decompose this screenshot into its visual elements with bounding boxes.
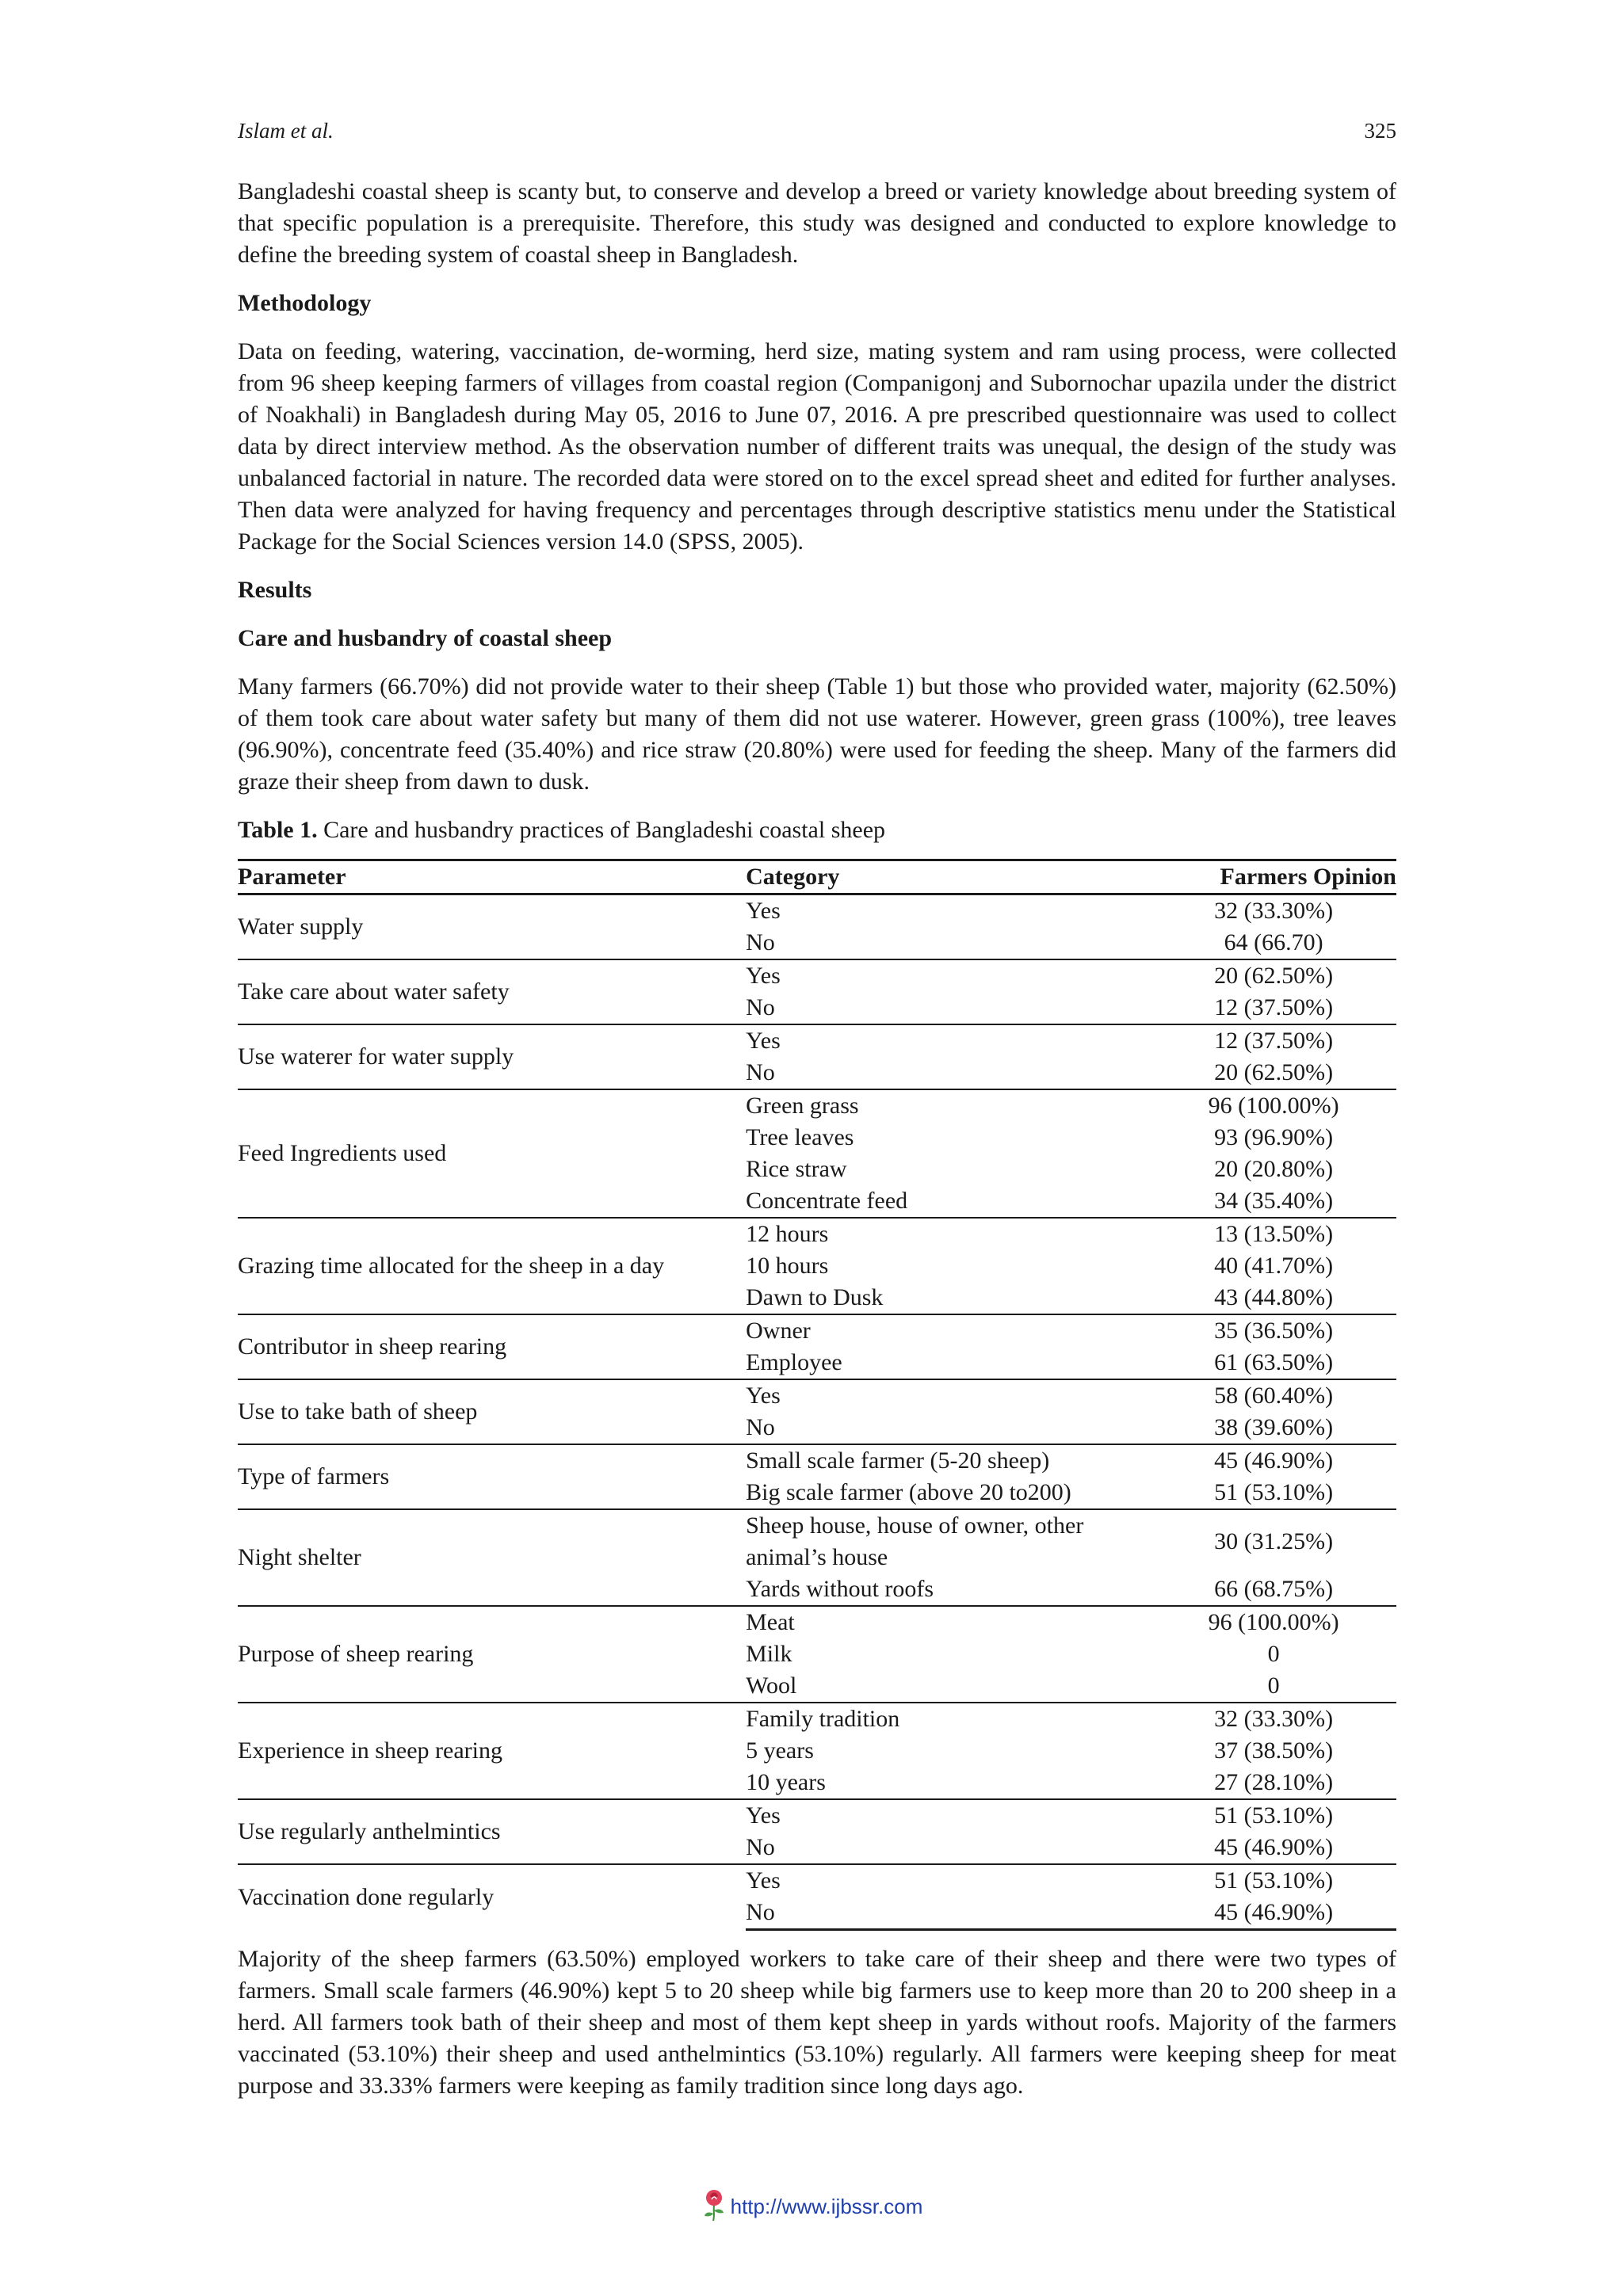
cell-category: Owner — [746, 1314, 1151, 1347]
cell-opinion: 61 (63.50%) — [1214, 1349, 1334, 1375]
table-row — [238, 1864, 1396, 1897]
closing-paragraph: Majority of the sheep farmers (63.50%) employed workers to take care of their sheep and there were two types of farmers. Small scale farmers (46.90%) kept 5 to 20 sheep while big farmers use to keep more than 20 to 200 sheep in a herd. All farmers took bath of their sheep and most of them kept sheep in yards without roofs. Majority of the farmers vaccinated (53.10%) their sheep and used anthelmintics (53.10%) regularly. All farmers were keeping sheep for meat purpose and 33.33% farmers were keeping as family tradition since long days ago. — [238, 1946, 1396, 2099]
cell-opinion: 51 (53.10%) — [1151, 1799, 1396, 1832]
cell-category: Family tradition — [746, 1703, 1151, 1735]
table-caption-label: Table 1. — [238, 817, 318, 843]
page-number: 325 — [1364, 119, 1396, 143]
cell-category: No — [746, 929, 775, 955]
cell-parameter: Vaccination done regularly — [238, 1864, 746, 1930]
table-row — [238, 1509, 1396, 1573]
results-subheading: Care and husbandry of coastal sheep — [238, 625, 613, 651]
cell-category: Yes — [746, 894, 1151, 928]
table-row — [238, 1024, 1396, 1057]
cell-opinion: 40 (41.70%) — [1214, 1253, 1334, 1279]
cell-category: Yes — [746, 1379, 1151, 1412]
cell-opinion: 20 (62.50%) — [1151, 959, 1396, 992]
cell-opinion: 35 (36.50%) — [1151, 1314, 1396, 1347]
cell-opinion: 45 (46.90%) — [1151, 1897, 1396, 1930]
cell-category: Concentrate feed — [746, 1188, 908, 1214]
cell-opinion: 20 (62.50%) — [1214, 1059, 1334, 1085]
cell-opinion: 38 (39.60%) — [1214, 1414, 1334, 1440]
cell-opinion: 30 (31.25%) — [1151, 1509, 1396, 1573]
cell-opinion: 45 (46.90%) — [1214, 1834, 1334, 1860]
cell-category: 10 years — [746, 1769, 826, 1795]
cell-category: Small scale farmer (5-20 sheep) — [746, 1444, 1151, 1477]
cell-category: Employee — [746, 1349, 842, 1375]
running-author: Islam et al. — [238, 119, 334, 143]
cell-opinion: 34 (35.40%) — [1214, 1188, 1334, 1214]
header-opinion: Farmers Opinion — [1151, 860, 1396, 894]
cell-parameter: Night shelter — [238, 1509, 746, 1606]
cell-opinion: 43 (44.80%) — [1214, 1284, 1334, 1310]
cell-opinion: 0 — [1267, 1672, 1280, 1699]
cell-parameter: Grazing time allocated for the sheep in a day — [238, 1218, 746, 1314]
cell-category: Big scale farmer (above 20 to200) — [746, 1479, 1071, 1505]
cell-category: Yes — [746, 1024, 1151, 1057]
cell-opinion: 64 (66.70) — [1224, 929, 1323, 955]
table-row — [238, 1606, 1396, 1638]
cell-parameter: Take care about water safety — [238, 959, 746, 1024]
cell-category: Tree leaves — [746, 1124, 854, 1150]
cell-opinion: 27 (28.10%) — [1214, 1769, 1334, 1795]
cell-category: 10 hours — [746, 1253, 829, 1279]
header-parameter: Parameter — [238, 860, 746, 894]
table-header-row — [238, 860, 1396, 894]
cell-parameter: Use waterer for water supply — [238, 1024, 746, 1089]
husbandry-table — [238, 859, 1396, 1931]
cell-opinion: 0 — [1267, 1641, 1280, 1667]
table-row — [238, 1703, 1396, 1735]
methodology-paragraph: Data on feeding, watering, vaccination, de-worming, herd size, mating system and ram using process, were collected from 96 sheep keeping farmers of villages from coastal region (Companigonj and Subornochar upazila under the district of Noakhali) in Bangladesh during May 05, 2016 to June 07, 2016. A pre prescribed questionnaire was used to collect data by direct interview method. As the observation number of different traits was unequal, the design of the study was unbalanced factorial in nature. The recorded data were stored on to the excel spread sheet and edited for further analyses. Then data were analyzed for having frequency and percentages through descriptive statistics menu under the Statistical Package for the Social Sciences version 14.0 (SPSS, 2005). — [238, 338, 1396, 555]
cell-opinion: 32 (33.30%) — [1151, 894, 1396, 928]
cell-category: Sheep house, house of owner, other animal’s house — [746, 1509, 1151, 1573]
cell-category: Rice straw — [746, 1156, 847, 1182]
cell-opinion: 66 (68.75%) — [1214, 1576, 1334, 1602]
cell-category: Green grass — [746, 1089, 1151, 1122]
table-row — [238, 1799, 1396, 1832]
cell-category: Dawn to Dusk — [746, 1284, 884, 1310]
cell-category: Wool — [746, 1672, 797, 1699]
cell-category: Yards without roofs — [746, 1576, 934, 1602]
table-row — [238, 1379, 1396, 1412]
table-caption — [238, 814, 1396, 846]
rose-logo-icon — [701, 2187, 731, 2227]
cell-opinion: 32 (33.30%) — [1151, 1703, 1396, 1735]
header-category: Category — [746, 860, 1151, 894]
page-content — [238, 119, 1396, 2119]
cell-opinion: 93 (96.90%) — [1214, 1124, 1334, 1150]
cell-opinion: 45 (46.90%) — [1151, 1444, 1396, 1477]
cell-opinion: 96 (100.00%) — [1151, 1089, 1396, 1122]
cell-opinion: 12 (37.50%) — [1214, 994, 1334, 1020]
methodology-heading: Methodology — [238, 290, 372, 316]
cell-category: Milk — [746, 1641, 792, 1667]
table-row — [238, 1218, 1396, 1250]
cell-opinion: 13 (13.50%) — [1151, 1218, 1396, 1250]
cell-category: 5 years — [746, 1737, 814, 1764]
cell-category: Yes — [746, 1799, 1151, 1832]
cell-opinion: 12 (37.50%) — [1151, 1024, 1396, 1057]
cell-opinion: 20 (20.80%) — [1214, 1156, 1334, 1182]
cell-opinion: 37 (38.50%) — [1214, 1737, 1334, 1764]
cell-opinion: 96 (100.00%) — [1151, 1606, 1396, 1638]
footer — [0, 2187, 1623, 2227]
table-row — [238, 1314, 1396, 1347]
table-row — [238, 1444, 1396, 1477]
cell-parameter: Purpose of sheep rearing — [238, 1606, 746, 1703]
intro-paragraph: Bangladeshi coastal sheep is scanty but, to conserve and develop a breed or variety knowledge about breeding system of that specific population is a prerequisite. Therefore, this study was designed and conducted to explore knowledge to define the breeding system of coastal sheep in Bangladesh. — [238, 178, 1396, 268]
cell-category: 12 hours — [746, 1218, 1151, 1250]
cell-opinion: 51 (53.10%) — [1151, 1864, 1396, 1897]
table-row — [238, 894, 1396, 928]
cell-category: No — [746, 1834, 775, 1860]
results-paragraph: Many farmers (66.70%) did not provide water to their sheep (Table 1) but those who provided water, majority (62.50%) of them took care about water safety but many of them did not use waterer. However, green grass (100%), tree leaves (96.90%), concentrate feed (35.40%) and rice straw (20.80%) were used for feeding the sheep. Many of the farmers did graze their sheep from dawn to dusk. — [238, 673, 1396, 795]
cell-parameter: Feed Ingredients used — [238, 1089, 746, 1218]
cell-parameter: Experience in sheep rearing — [238, 1703, 746, 1799]
cell-category: No — [746, 1414, 775, 1440]
cell-parameter: Use regularly anthelmintics — [238, 1799, 746, 1864]
table-row — [238, 959, 1396, 992]
cell-opinion: 51 (53.10%) — [1214, 1479, 1334, 1505]
table-caption-text: Care and husbandry practices of Bangladeshi coastal sheep — [317, 817, 886, 843]
results-heading: Results — [238, 577, 312, 603]
cell-parameter: Use to take bath of sheep — [238, 1379, 746, 1444]
cell-parameter: Type of farmers — [238, 1444, 746, 1509]
cell-parameter: Water supply — [238, 894, 746, 960]
cell-category: No — [746, 994, 775, 1020]
cell-category: Yes — [746, 1864, 1151, 1897]
cell-opinion: 58 (60.40%) — [1151, 1379, 1396, 1412]
cell-category: Yes — [746, 959, 1151, 992]
journal-url[interactable]: http://www.ijbssr.com — [730, 2195, 923, 2218]
running-header — [238, 119, 1396, 151]
cell-category: No — [746, 1897, 1151, 1930]
cell-parameter: Contributor in sheep rearing — [238, 1314, 746, 1379]
cell-category: No — [746, 1059, 775, 1085]
table-row — [238, 1089, 1396, 1122]
cell-category: Meat — [746, 1606, 1151, 1638]
